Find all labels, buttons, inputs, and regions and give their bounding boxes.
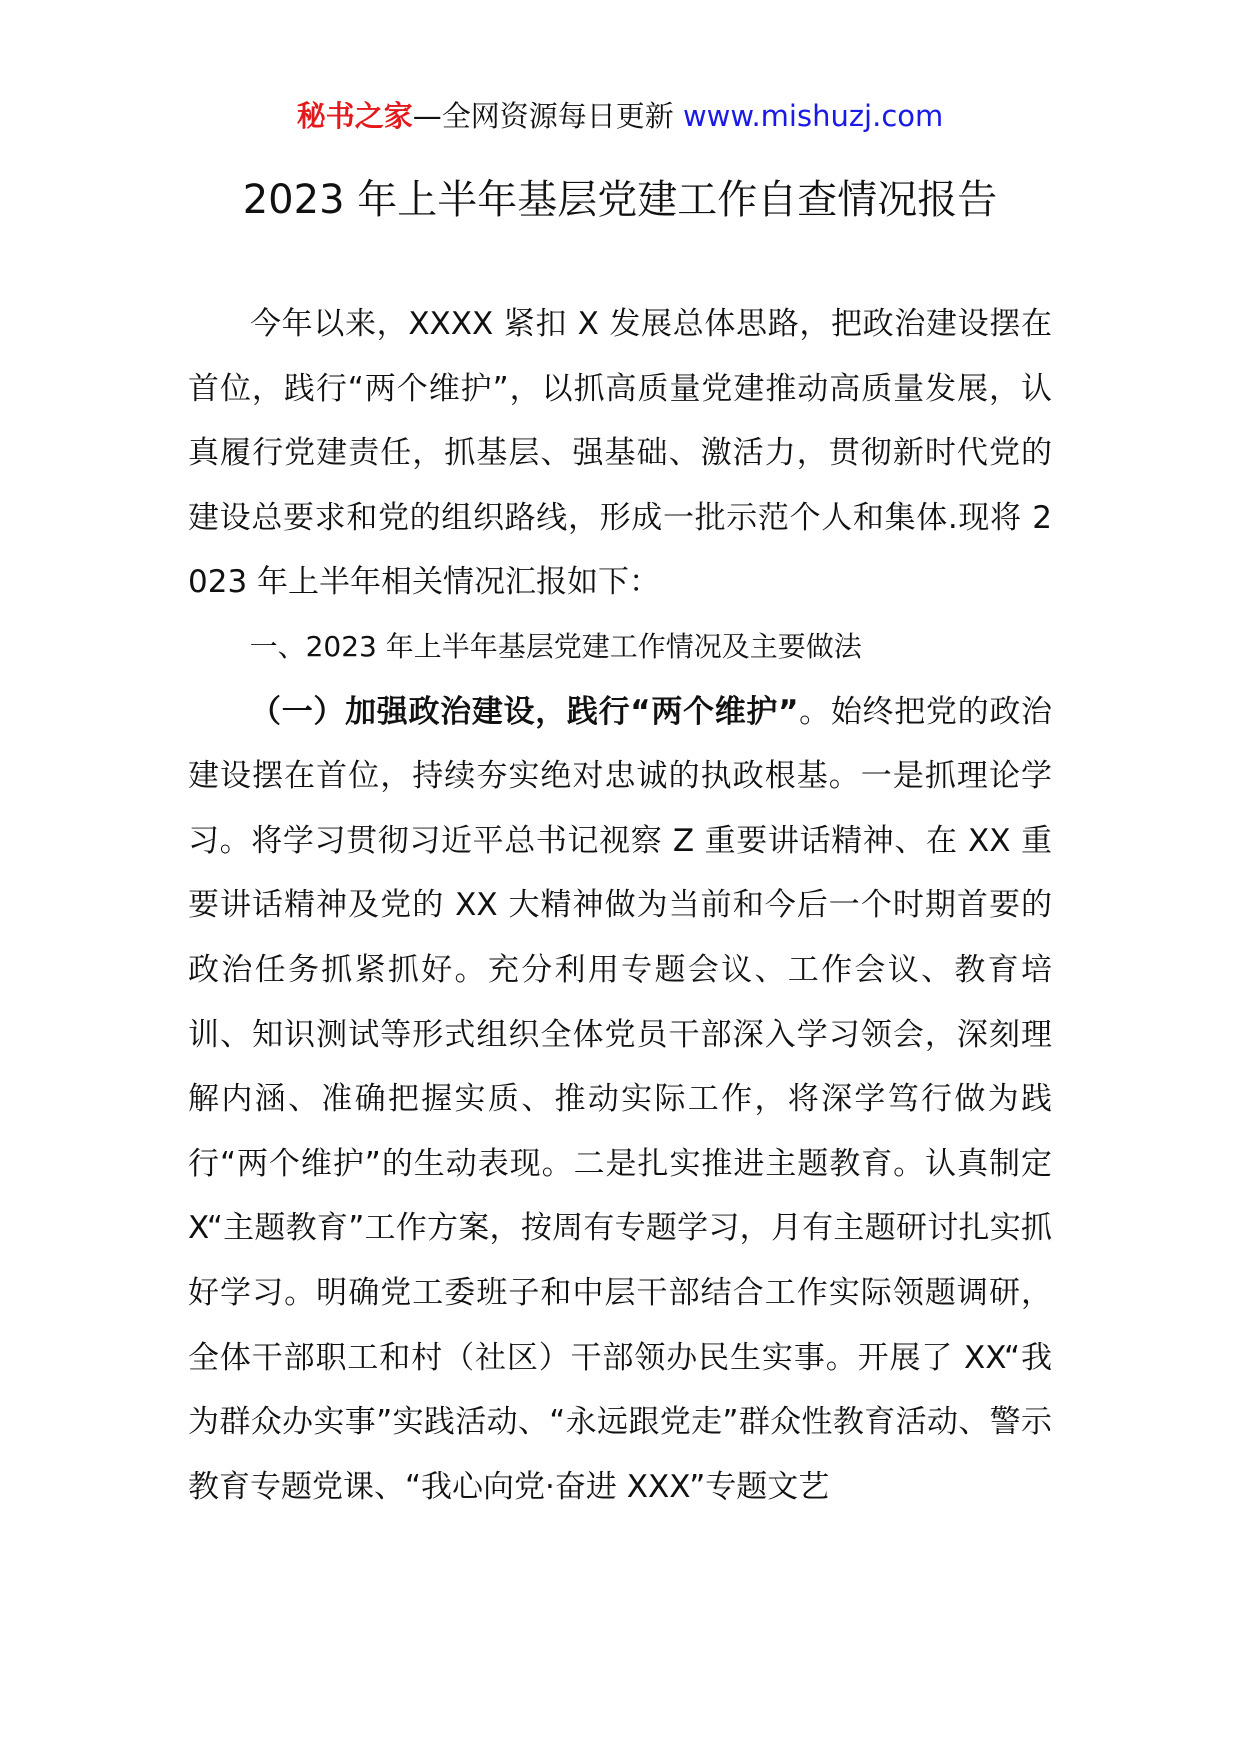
site-url-link[interactable]: www.mishuzj.com <box>682 99 944 133</box>
site-header <box>0 96 1240 136</box>
intro-paragraph: 今年以来，XXXX 紧扣 X 发展总体思路，把政治建设摆在首位，践行“两个维护”，以抓高质量党建推动高质量发展，认真履行党建责任，抓基层、强基础、激活力，贯彻新时代党的建设总要求和党的组织路线，形成一批示范个人和集体.现将 2023 年上半年相关情况汇报如下： <box>188 306 1052 601</box>
subsection-one-paragraph <box>188 680 1052 1520</box>
document-title: 2023 年上半年基层党建工作自查情况报告 <box>242 177 998 223</box>
section-one-heading: 一、2023 年上半年基层党建工作情况及主要做法 <box>249 629 862 663</box>
document-body <box>188 292 1052 1519</box>
subsection-one-body: 。始终把党的政治建设摆在首位，持续夯实绝对忠诚的执政根基。一是抓理论学习。将学习贯彻习近平总书记视察 Z 重要讲话精神、在 XX 重要讲话精神及党的 XX 大精神做为当前和今后一个时期首要的政治任务抓紧抓好。充分利用专题会议、工作会议、教育培训、知识测试等形式组织全体党员干部深入学习领会，深刻理解内涵、准确把握实质、推动实际工作，将深学笃行做为践行“两个维护”的生动表现。二是扎实推进主题教育。认真制定 X“主题教育”工作方案，按周有专题学习，月有主题研讨扎实抓好学习。明确党工委班子和中层干部结合工作实际领题调研，全体干部职工和村（社区）干部领办民生实事。开展了 XX“我为群众办实事”实践活动、“永远跟党走”群众性教育活动、警示教育专题党课、“我心向党·奋进 XXX”专题文艺 <box>188 693 1053 1505</box>
subsection-one-lead: （一）加强政治建设，践行“两个维护” <box>250 693 799 730</box>
site-slogan: —全网资源每日更新 <box>412 99 683 133</box>
brand-name: 秘书之家 <box>296 99 413 133</box>
